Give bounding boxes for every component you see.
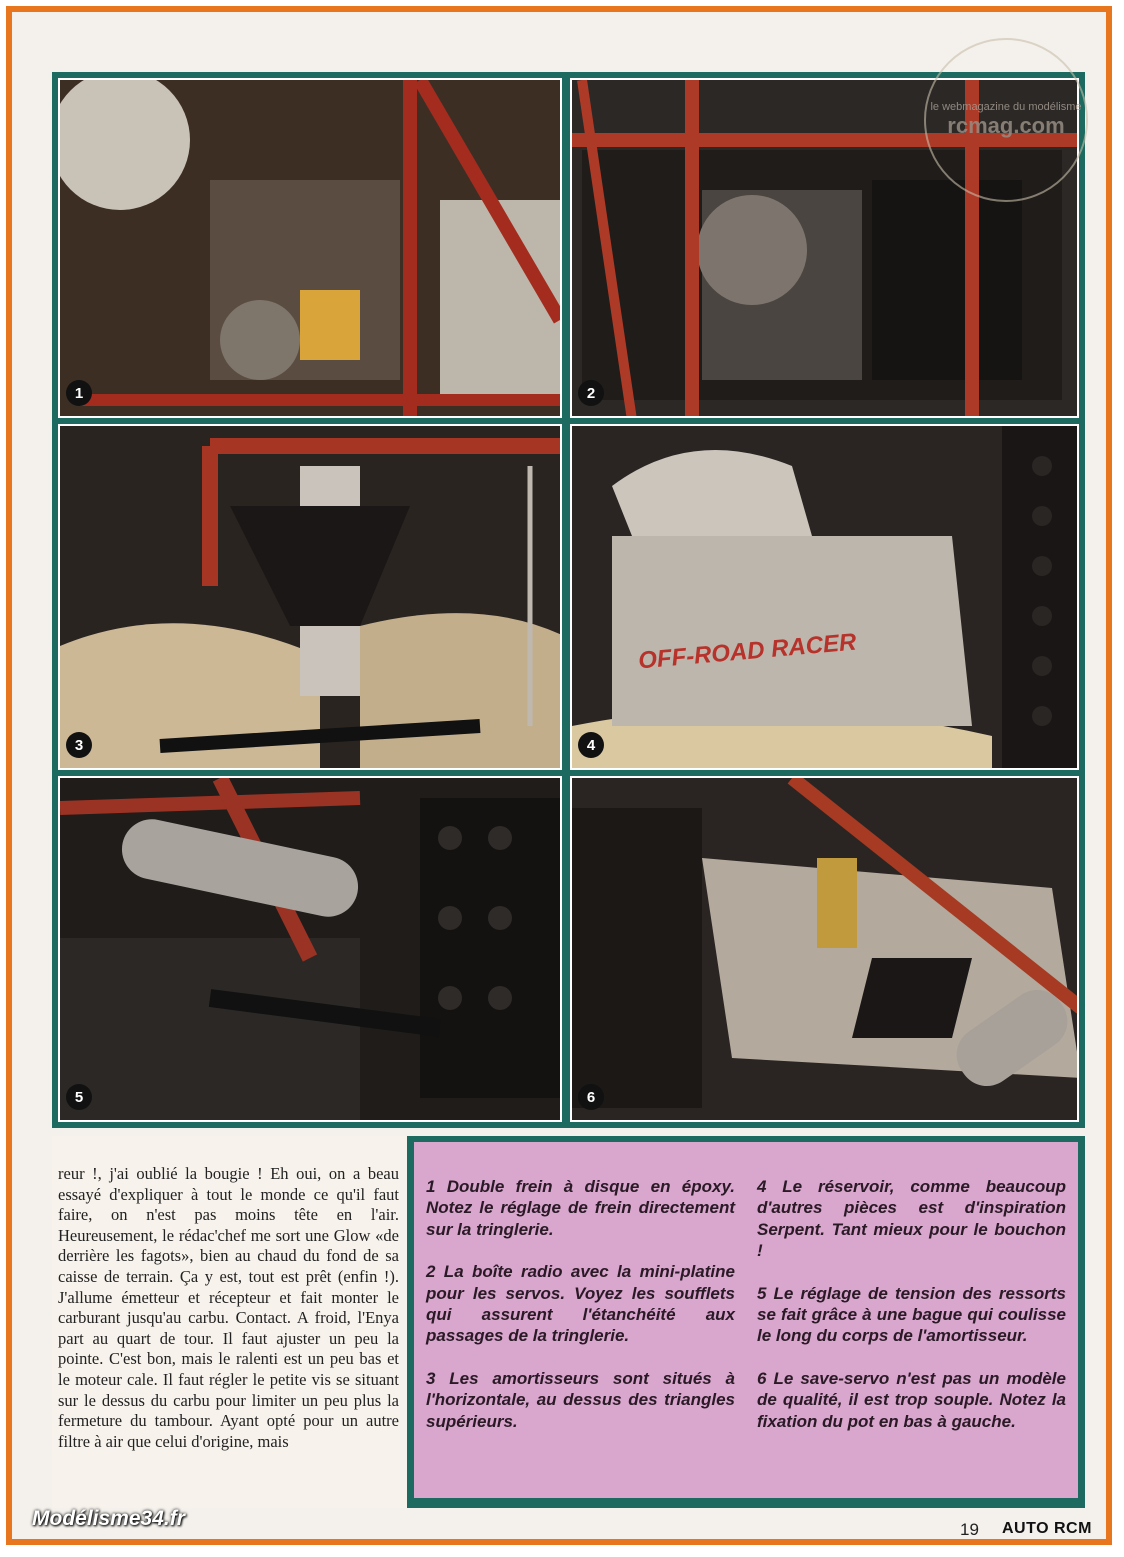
watermark-logo <box>924 38 1088 202</box>
photo-6-image <box>572 778 1079 1122</box>
photo-number: 1 <box>66 380 92 406</box>
watermark-text: le webmagazine du modélisme <box>930 101 1082 113</box>
photo-5-image <box>60 778 562 1122</box>
photo-5 <box>58 776 562 1122</box>
photo-3-image <box>60 426 562 770</box>
photo-4 <box>570 424 1079 770</box>
photo-1 <box>58 78 562 418</box>
photo-number: 4 <box>578 732 604 758</box>
photo-number: 2 <box>578 380 604 406</box>
photo-number: 3 <box>66 732 92 758</box>
photo-3 <box>58 424 562 770</box>
off-road-racer-label: OFF-ROAD RACER <box>637 628 858 675</box>
captions-column-left <box>426 1176 735 1498</box>
photo-1-image <box>60 80 562 418</box>
article-body-text: reur !, j'ai oublié la bougie ! Eh oui, on a beau essayé d'expliquer à tout le monde ce qu'il faut faire, on n'est pas moins tête en l'air. Heureusement, le rédac'chef me sort une Glow «de derrière les fagots», bien au chaud du fond de sa caisse de terrain. Ça y est, tout est prêt (enfin !). J'allume émetteur et récepteur et fait monter le carburant jusqu'au carbu. Contact. A froid, l'Enya part au quart de tour. Il faut ajuster un peu la pointe. C'est bon, mais le ralenti est un peu bas et le moteur cale. Il faut régler le petite vis se situant sur le dessus du carbu pour limiter un peu plus la fermeture du tambour. Ayant opté pour un autre filtre à air que celui d'origine, mais <box>52 1136 407 1508</box>
photo-4-image <box>572 426 1079 770</box>
magazine-page <box>6 6 1112 1545</box>
photo-grid <box>52 72 1085 1128</box>
caption-6: 6 Le save-servo n'est pas un modèle de qualité, il est trop souple. Notez la fixation du pot en bas à gauche. <box>757 1368 1066 1431</box>
site-watermark: Modélisme34.fr <box>32 1507 185 1530</box>
watermark-brand: rcmag.com <box>947 113 1065 138</box>
caption-4: 4 Le réservoir, comme beaucoup d'autres pièces est d'inspiration Serpent. Tant mieux pour le bouchon ! <box>757 1177 1066 1261</box>
magazine-name: AUTO RCM <box>1002 1520 1092 1537</box>
page-number: 19 <box>960 1520 979 1539</box>
photo-captions-box <box>414 1142 1078 1498</box>
photo-number: 5 <box>66 1084 92 1110</box>
caption-1: 1 Double frein à disque en époxy. Notez le réglage de frein directement sur la tringlerie. <box>426 1177 735 1239</box>
caption-3: 3 Les amortisseurs sont situés à l'horizontale, au dessus des triangles supérieurs. <box>426 1368 735 1431</box>
caption-2: 2 La boîte radio avec la mini-platine pour les servos. Voyez les soufflets qui assurent l'étanchéité aux passages de la tringlerie. <box>426 1262 735 1346</box>
photo-6 <box>570 776 1079 1122</box>
captions-column-right <box>757 1176 1066 1498</box>
caption-5: 5 Le réglage de tension des ressorts se fait grâce à une bague qui coulisse le long du corps de l'amortisseur. <box>757 1283 1066 1346</box>
photo-number: 6 <box>578 1084 604 1110</box>
